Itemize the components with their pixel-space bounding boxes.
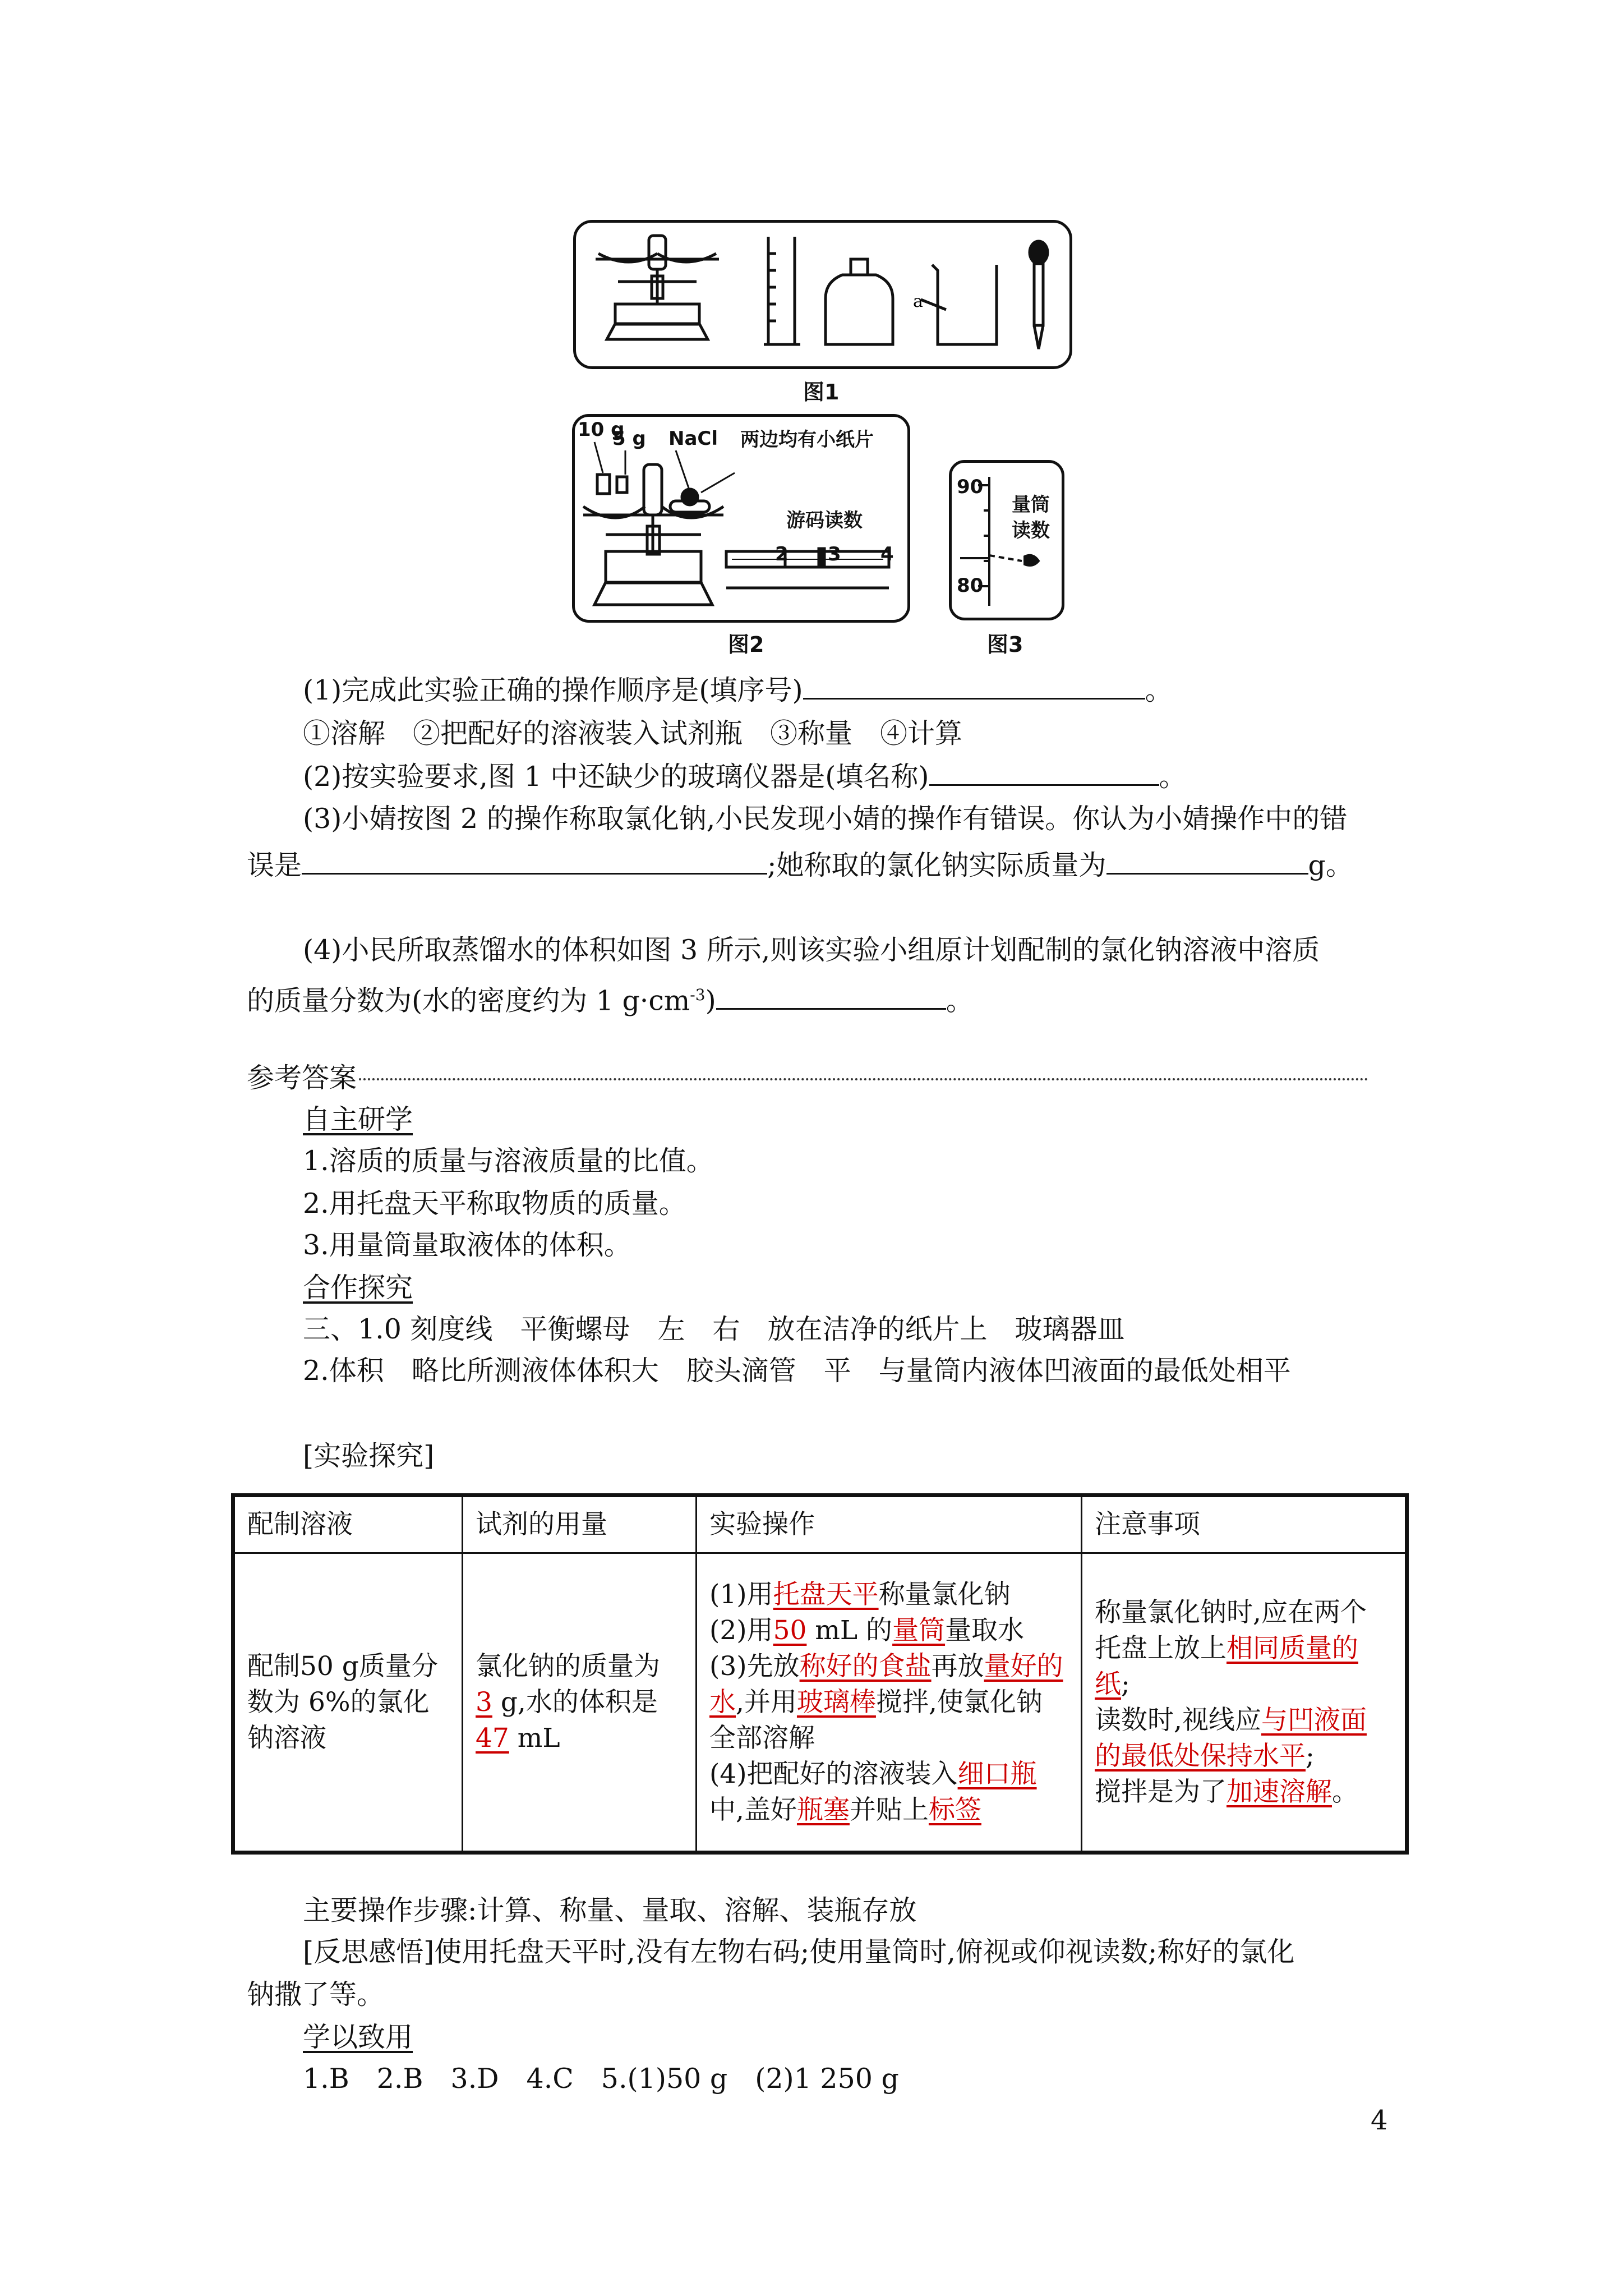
nacl-label: NaCl — [668, 427, 718, 450]
eye-icon — [1025, 555, 1039, 565]
question-3-line-1: (3)小婧按图 2 的操作称取氯化钠,小民发现小婧的操作有错误。你认为小婧操作中的错 — [303, 803, 1348, 835]
zizhu-item-1: 1.溶质的质量与溶液质量的比值。 — [303, 1145, 714, 1177]
main-steps: 主要操作步骤:计算、称量、量取、溶解、装瓶存放 — [303, 1894, 917, 1926]
graduated-cylinder-icon — [764, 237, 800, 344]
hezuo-item-1: 三、1.0 刻度线 平衡螺母 左 右 放在洁净的纸片上 玻璃器皿 — [303, 1313, 1125, 1345]
figure-1-caption: 图1 — [803, 380, 840, 404]
table-header-row — [233, 1496, 1407, 1553]
figure-1-drawing — [573, 220, 1072, 369]
table-header-cell: 实验操作 — [697, 1496, 1082, 1553]
experiment-table — [231, 1493, 1409, 1855]
table-header-cell: 试剂的用量 — [463, 1496, 697, 1553]
question-1: (1)完成此实验正确的操作顺序是(填序号) 。 — [303, 674, 1173, 706]
page-number: 4 — [1371, 2105, 1388, 2136]
table-header-cell: 配制溶液 — [233, 1496, 463, 1553]
question-1-options: ①溶解 ②把配好的溶液装入试剂瓶 ③称量 ④计算 — [303, 717, 963, 749]
weight-5g-label: 5 g — [612, 427, 646, 450]
beaker-icon — [921, 265, 997, 344]
answer-blank-4[interactable] — [716, 983, 946, 1010]
rider-tick-3: 3 — [828, 543, 841, 565]
answer-blank-3a[interactable] — [302, 848, 767, 875]
table-row — [233, 1553, 1407, 1853]
answer-blank-2[interactable] — [929, 760, 1159, 786]
paper-note-label: 两边均有小纸片 — [740, 429, 874, 451]
cylinder-tick-90: 90 — [957, 476, 984, 498]
cylinder-label-line1: 量筒 — [1012, 494, 1050, 516]
table-cell-notes: 称量氯化钠时,应在两个托盘上放上相同质量的纸; 读数时,视线应与凹液面的最低处保持水平; 搅拌是为了加速溶解。 — [1082, 1553, 1407, 1853]
answer-blank-1[interactable] — [803, 673, 1145, 700]
question-4-line-1: (4)小民所取蒸馏水的体积如图 3 所示,则该实验小组原计划配制的氯化钠溶液中溶质 — [303, 934, 1320, 966]
xueyi-title: 学以致用 — [303, 2021, 413, 2053]
xueyi-answers: 1.B 2.B 3.D 4.C 5.(1)50 g (2)1 250 g — [303, 2063, 899, 2095]
question-3-line-2: 误是 ;她称取的氯化钠实际质量为 g。 — [247, 849, 1353, 881]
hezuo-item-2: 2.体积 略比所测液体体积大 胶头滴管 平 与量筒内液体凹液面的最低处相平 — [303, 1355, 1291, 1387]
reagent-bottle-icon — [826, 259, 893, 344]
table-cell-solution: 配制50 g质量分数为 6%的氯化钠溶液 — [233, 1553, 463, 1853]
rider-title-label: 游码读数 — [786, 509, 863, 532]
reflection-line-2: 钠撒了等。 — [247, 1978, 385, 2010]
weight-10g-label: 10 g — [578, 418, 625, 441]
zizhu-title: 自主研学 — [303, 1103, 413, 1135]
reflection-line-1: [反思感悟]使用托盘天平时,没有左物右码;使用量筒时,俯视或仰视读数;称好的氯化 — [303, 1936, 1295, 1968]
rider-tick-4: 4 — [880, 543, 894, 565]
table-cell-amount: 氯化钠的质量为 3 g,水的体积是 47 mL — [463, 1553, 697, 1853]
dropper-icon — [1030, 241, 1048, 349]
table-header-cell: 注意事项 — [1082, 1496, 1407, 1553]
figure-2-caption: 图2 — [728, 632, 764, 657]
rider-scale-icon — [726, 549, 889, 588]
beaker-label: a — [913, 292, 923, 311]
answer-blank-3b[interactable] — [1106, 848, 1308, 875]
experiment-title: [实验探究] — [303, 1440, 435, 1472]
hezuo-title: 合作探究 — [303, 1272, 413, 1304]
heading-dotted-rule — [359, 1078, 1368, 1080]
balance-with-weights-icon — [583, 464, 723, 605]
zizhu-item-3: 3.用量筒量取液体的体积。 — [303, 1229, 631, 1261]
cylinder-tick-80: 80 — [957, 574, 984, 597]
zizhu-item-2: 2.用托盘天平称取物质的质量。 — [303, 1188, 686, 1220]
rider-tick-2: 2 — [775, 543, 789, 565]
answers-heading: 参考答案 — [247, 1062, 357, 1094]
question-4-line-2: 的质量分数为(水的密度约为 1 $g\cdot cm^{-3}$) 。 — [247, 984, 974, 1017]
balance-icon — [596, 236, 719, 339]
question-2: (2)按实验要求,图 1 中还缺少的玻璃仪器是(填名称) 。 — [303, 761, 1187, 793]
figure-3-caption: 图3 — [987, 632, 1023, 657]
cylinder-label-line2: 读数 — [1012, 519, 1050, 542]
table-cell-operation: (1)用托盘天平称量氯化钠 (2)用50 mL 的量筒量取水 (3)先放称好的食盐再放量好的水,并用玻璃棒搅拌,使氯化钠全部溶解 (4)把配好的溶液装入细口瓶中,盖好瓶塞并贴上标签 — [697, 1553, 1082, 1853]
